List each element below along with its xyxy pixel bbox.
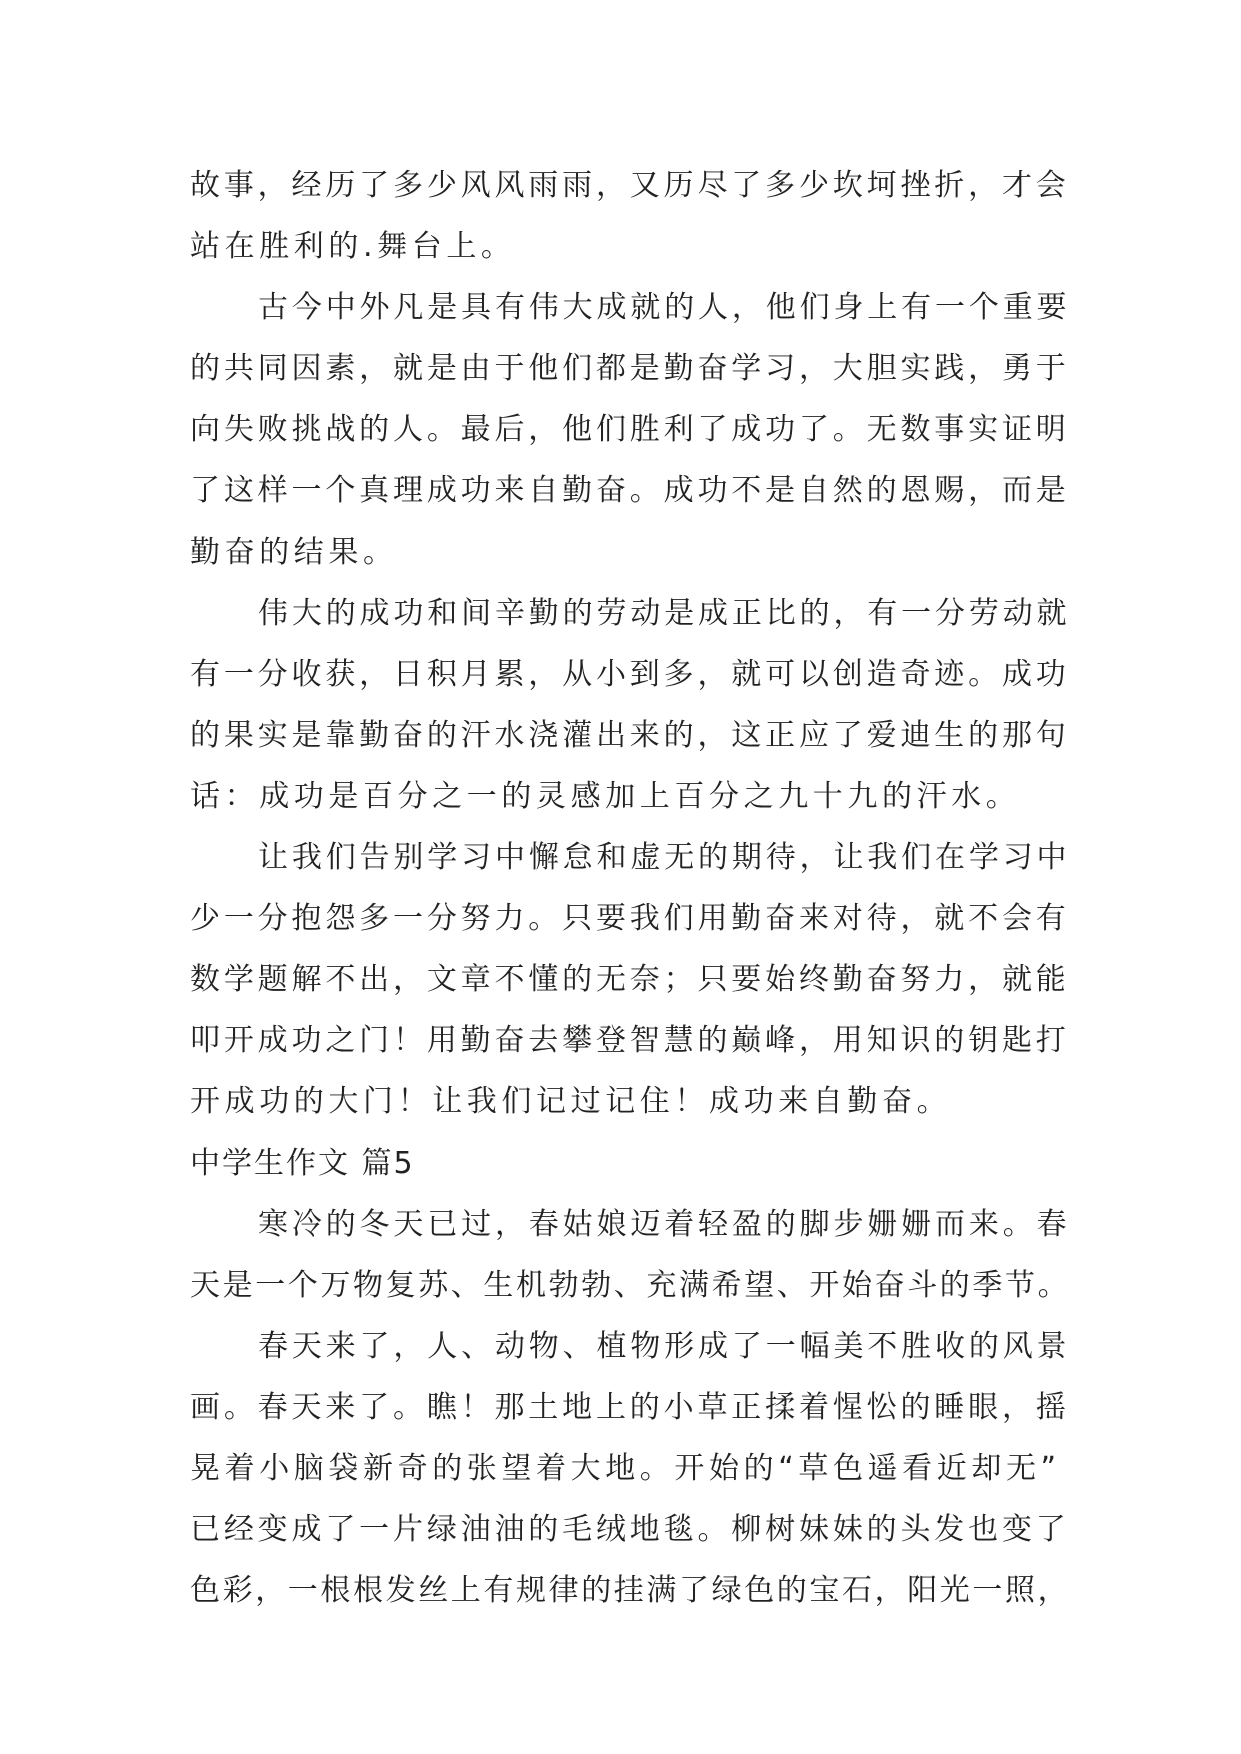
text-line: 伟大的成功和间辛勤的劳动是成正比的，有一分劳动就	[258, 595, 1071, 631]
text-line: 有一分收获，日积月累，从小到多，就可以创造奇迹。成功	[190, 656, 1070, 692]
text-line: 古今中外凡是具有伟大成就的人，他们身上有一个重要	[258, 290, 1071, 326]
text-line: 的果实是靠勤奋的汗水浇灌出来的，这正应了爱迪生的那句	[190, 717, 1070, 753]
text-line: 寒冷的冬天已过，春姑娘迈着轻盈的脚步姗姗而来。春	[258, 1206, 1071, 1242]
text-line: 叩开成功之门！用勤奋去攀登智慧的巅峰，用知识的钥匙打	[190, 1023, 1070, 1059]
paragraph	[190, 1194, 1070, 1316]
paragraph	[190, 827, 1070, 1132]
text-line: 天是一个万物复苏、生机勃勃、充满希望、开始奋斗的季节。	[190, 1267, 1071, 1303]
text-line: 故事，经历了多少风风雨雨，又历尽了多少坎坷挫折，才会	[190, 168, 1070, 203]
text-line: 开成功的大门！让我们记过记住！成功来自勤奋。	[190, 1084, 952, 1120]
text-line: 春天来了，人、动物、植物形成了一幅美不胜收的风景	[258, 1328, 1071, 1364]
text-line: 少一分抱怨多一分努力。只要我们用勤奋来对待，就不会有	[190, 901, 1070, 937]
text-line: 话：成功是百分之一的灵感加上百分之九十九的汗水。	[190, 778, 1021, 814]
text-line: 画。春天来了。瞧！那土地上的小草正揉着惺忪的睡眼，摇	[190, 1389, 1070, 1425]
document-body	[190, 155, 1070, 1621]
paragraph	[190, 1316, 1070, 1621]
text-line: 勤奋的结果。	[190, 534, 398, 570]
text-line: 站在胜利的.舞台上。	[190, 229, 516, 265]
text-line: 晃着小脑袋新奇的张望着大地。开始的“草色遥看近却无”	[190, 1450, 1061, 1486]
text-line: 数学题解不出，文章不懂的无奈；只要始终勤奋努力，就能	[190, 962, 1070, 998]
text-line: 的共同因素，就是由于他们都是勤奋学习，大胆实践，勇于	[190, 351, 1070, 387]
paragraph	[190, 583, 1070, 827]
text-line: 已经变成了一片绿油油的毛绒地毯。柳树妹妹的头发也变了	[190, 1512, 1070, 1548]
paragraph	[190, 155, 1070, 277]
text-line: 了这样一个真理成功来自勤奋。成功不是自然的恩赐，而是	[190, 473, 1070, 509]
paragraph	[190, 277, 1070, 582]
section-heading	[190, 1133, 1070, 1194]
text-line: 向失败挑战的人。最后，他们胜利了成功了。无数事实证明	[190, 412, 1070, 448]
heading-text: 中学生作文 篇5	[190, 1145, 415, 1181]
text-line: 色彩，一根根发丝上有规律的挂满了绿色的宝石，阳光一照，	[190, 1573, 1071, 1609]
text-line: 让我们告别学习中懈怠和虚无的期待，让我们在学习中	[258, 840, 1071, 876]
